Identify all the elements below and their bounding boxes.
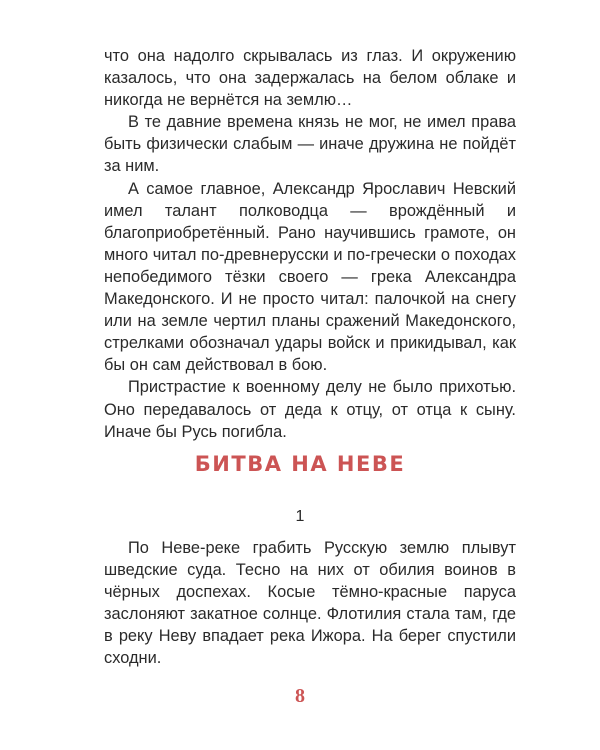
paragraph: что она надолго скрывалась из глаз. И окружению казалось, что она задержалась на белом облаке и никогда не вернётся на землю… xyxy=(104,47,516,110)
paragraph: В те давние времена князь не мог, не имел права быть физически слабым — иначе дружина не пойдёт за ним. xyxy=(104,113,516,176)
text-block-bottom xyxy=(104,537,516,670)
paragraph: Пристрастие к военному делу не было прихотью. Оно передавалось от деда к отцу, от отца к сыну. Иначе бы Русь погибла. xyxy=(104,378,516,441)
paragraph: По Неве-реке грабить Русскую землю плывут шведские суда. Тесно на них от обилия воинов в чёрных доспехах. Косые тёмно-красные паруса заслоняют закатное солнце. Флотилия стала там, где в реку Неву впадает река Ижора. На берег спустили сходни. xyxy=(104,539,516,668)
section-number: 1 xyxy=(295,508,305,525)
chapter-title: БИТВА НА НЕВЕ xyxy=(194,452,406,476)
page-number: 8 xyxy=(295,685,305,707)
paragraph: А самое главное, Александр Ярославич Невский имел талант полководца — врождённый и благоприобретённый. Рано научившись грамоте, он много читал по-древнерусски и по-гречески о походах непобедимого тёзки своего — грека Александра Македонского. И не просто читал: палочкой на снегу или на земле чертил планы сражений Македонского, стрелками обозначал удары войск и прикидывал, как бы он сам действовал в бою. xyxy=(104,179,516,375)
text-block-top xyxy=(104,45,516,443)
